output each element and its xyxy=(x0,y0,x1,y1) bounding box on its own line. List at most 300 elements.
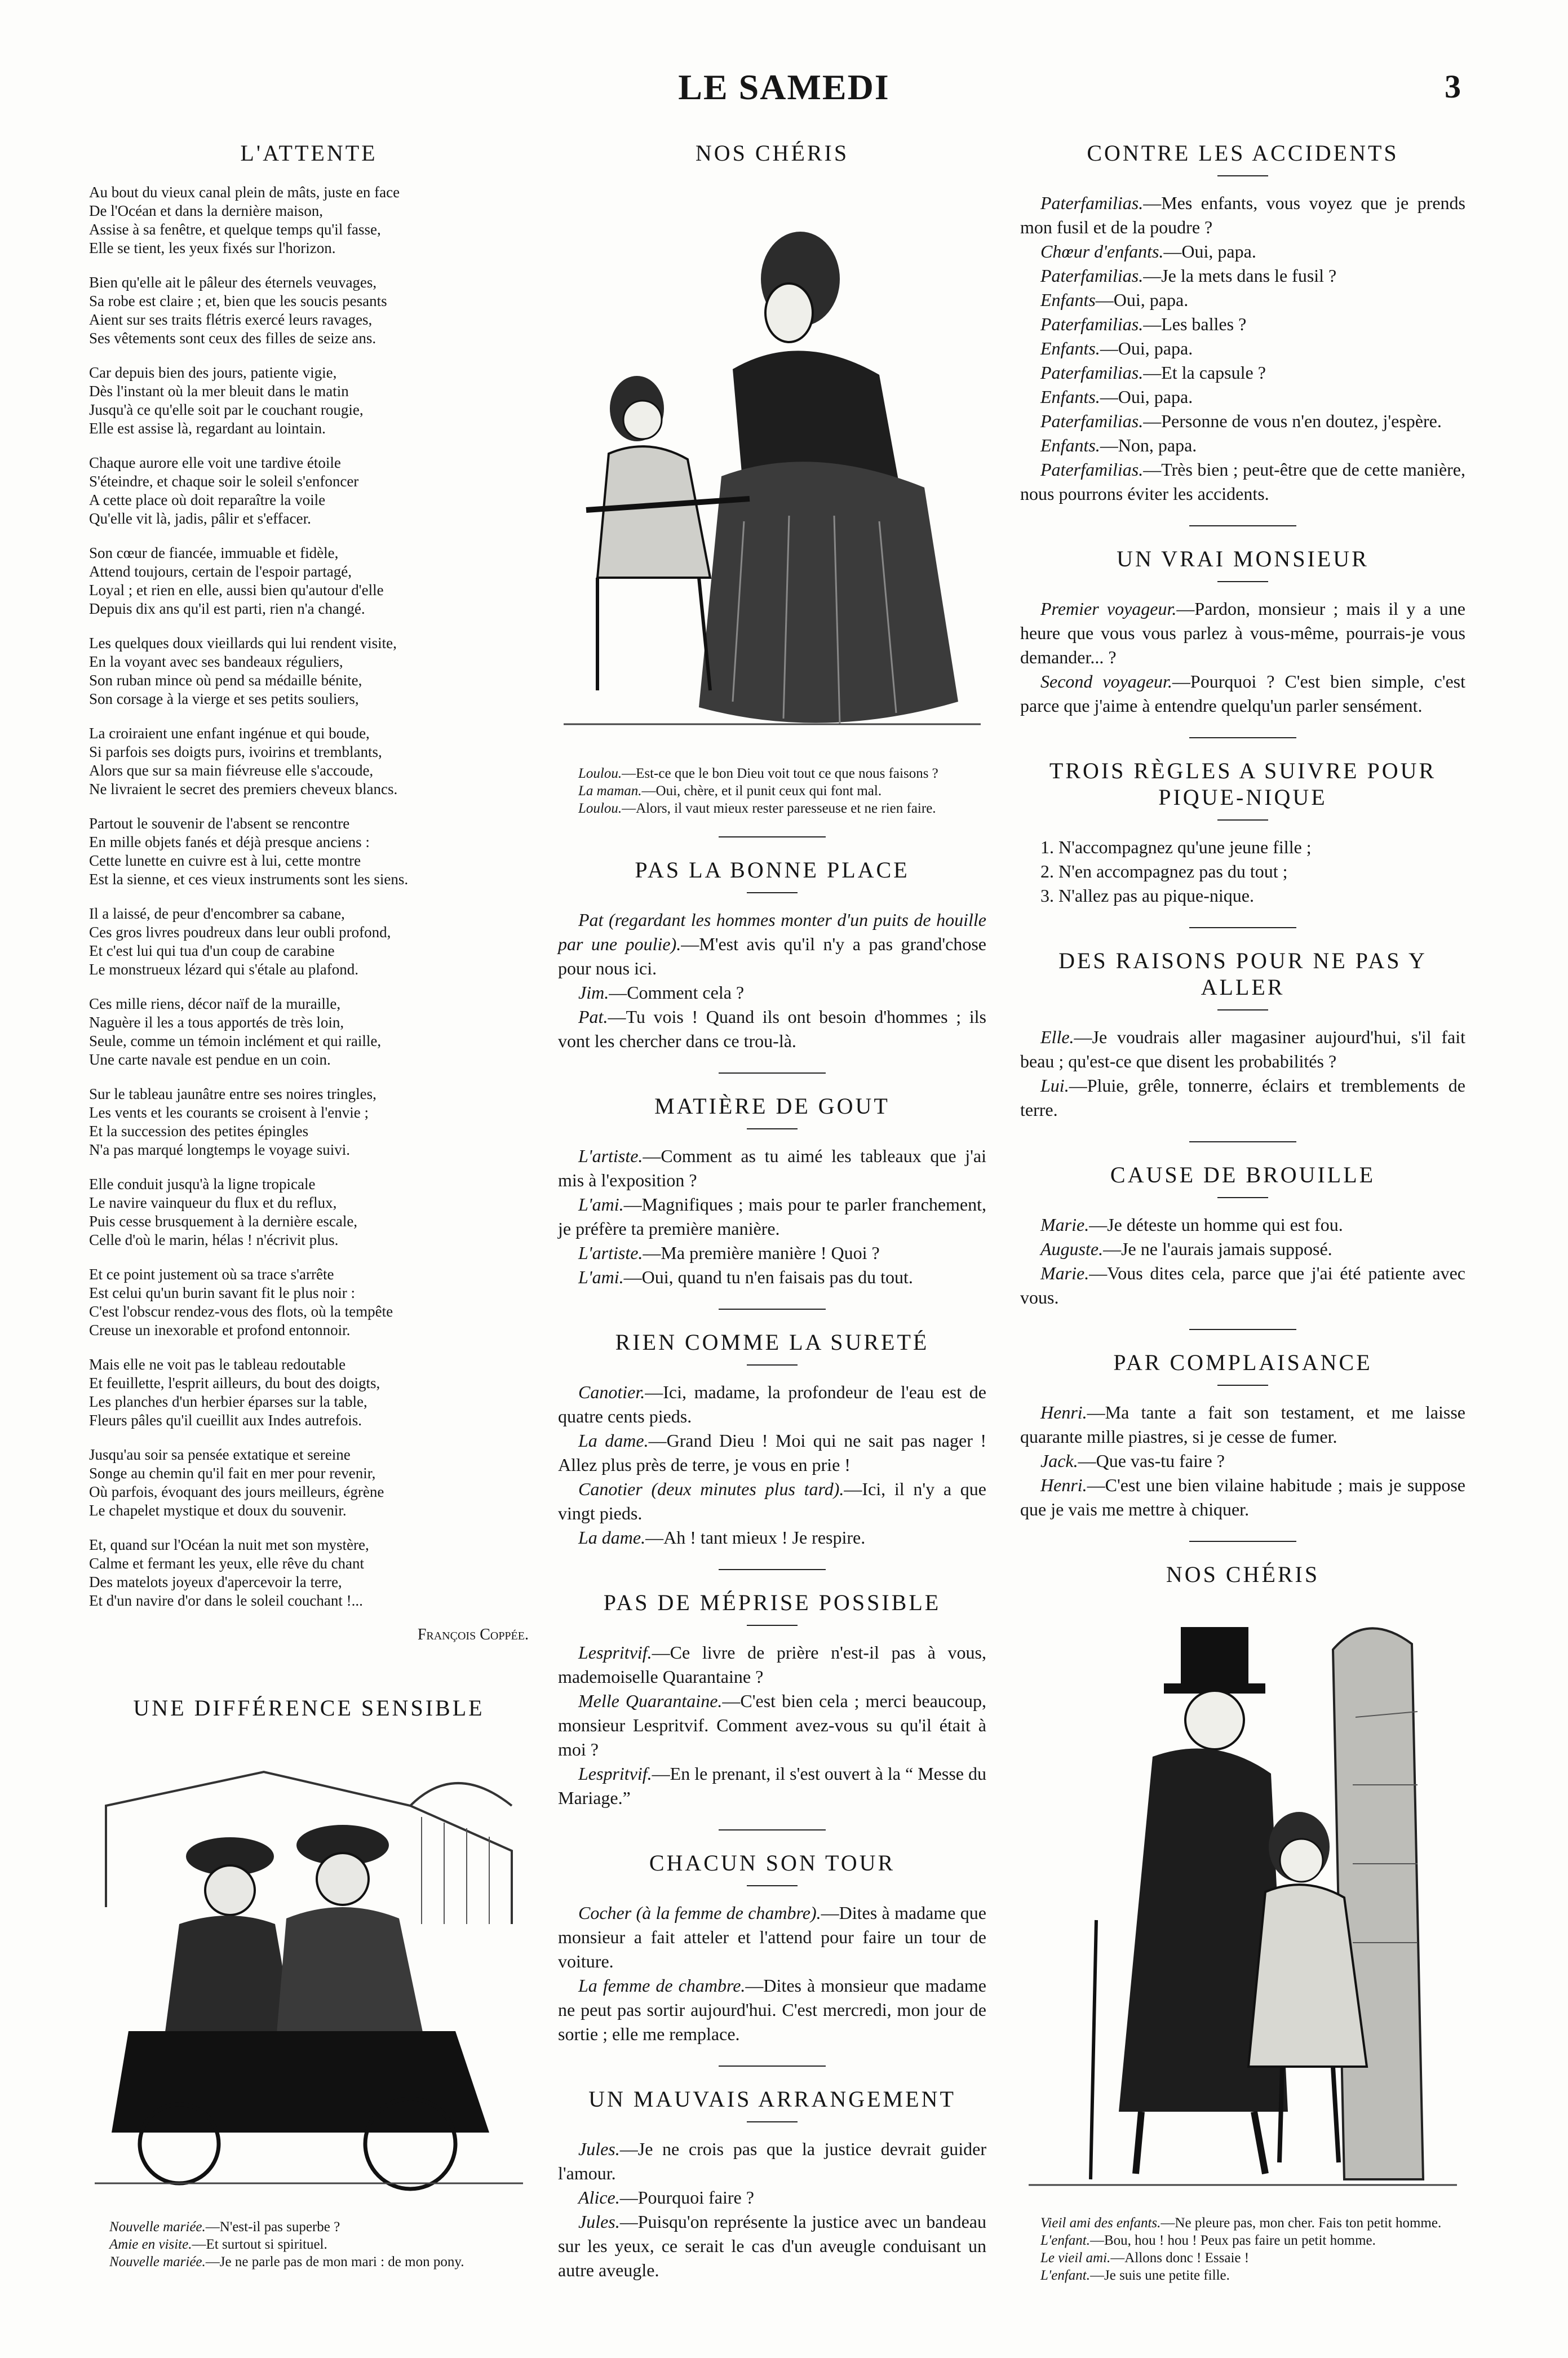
dialogue-text: 2. N'en accompagnez pas du tout ; xyxy=(1040,861,1288,881)
poem-stanza xyxy=(89,905,529,979)
dialogue-text: —Non, papa. xyxy=(1100,435,1197,455)
poem-line: Au bout du vieux canal plein de mâts, juste en face xyxy=(89,184,400,201)
dialogue-line xyxy=(558,2210,986,2282)
dialogue-text: —Ici, madame, la profondeur de l'eau est de quatre cents pieds. xyxy=(558,1382,986,1426)
poem-line: Elle se tient, les yeux fixés sur l'horizon. xyxy=(89,240,336,256)
dialogue-line xyxy=(1020,1074,1465,1122)
dialogue-line xyxy=(1020,884,1465,908)
poem-signature: François Coppée. xyxy=(417,1626,529,1643)
speaker-name: Second voyageur. xyxy=(1040,671,1172,692)
poem-line: Depuis dix ans qu'il est parti, rien n'a changé. xyxy=(89,600,365,617)
speaker-name: Lui. xyxy=(1040,1075,1069,1096)
title-rule xyxy=(747,1128,798,1129)
dialogue-line xyxy=(558,981,986,1005)
poem-stanza xyxy=(89,454,529,528)
speaker-name: Amie en visite. xyxy=(109,2237,192,2252)
poem-line: Elle est assise là, regardant au lointain. xyxy=(89,420,326,437)
dialogue-text: —Ici, il n'y a que vingt pieds. xyxy=(558,1479,986,1523)
speaker-name: Henri. xyxy=(1040,1475,1087,1495)
speaker-name: Canotier (deux minutes plus tard). xyxy=(578,1479,844,1499)
section-title-cheris-2: NOS CHÉRIS xyxy=(1166,1562,1320,1587)
dialogue-line xyxy=(558,1380,986,1429)
dialogue-line xyxy=(1020,191,1465,240)
poem-line: Aient sur ses traits flétris exercé leurs ravages, xyxy=(89,311,373,328)
speaker-name: Enfants. xyxy=(1040,387,1100,407)
speaker-name: Elle. xyxy=(1040,1027,1074,1047)
section-title-cheris: NOS CHÉRIS xyxy=(695,140,849,166)
poem-line: Naguère il les a tous apportés de très loin, xyxy=(89,1014,344,1031)
poem-line: Si parfois ses doigts purs, ivoirins et tremblants, xyxy=(89,743,382,760)
dialogue-line xyxy=(1020,2232,1465,2249)
dialogue-text: —Je suis une petite fille. xyxy=(1090,2268,1230,2283)
dialogue-text: —Oui, papa. xyxy=(1095,290,1189,310)
poem-line: Le navire vainqueur du flux et du reflux, xyxy=(89,1194,337,1211)
newspaper-title: LE SAMEDI xyxy=(678,67,890,107)
speaker-name: Jules. xyxy=(578,2211,620,2232)
dialogue-text: —Tu vois ! Quand ils ont besoin d'hommes ; ils vont les chercher dans ce trou-là. xyxy=(558,1007,986,1051)
dialogue-line xyxy=(1020,1473,1465,1522)
dialogue-line xyxy=(558,1265,986,1289)
speaker-name: Premier voyageur. xyxy=(1040,599,1177,619)
poem-line: En la voyant avec ses bandeaux réguliers, xyxy=(89,653,343,670)
dialogue-line xyxy=(558,2137,986,2186)
illustration-mother-child xyxy=(564,183,981,752)
poem-line: Ces gros livres poudreux dans leur oubli profond, xyxy=(89,924,391,941)
speaker-name: Loulou. xyxy=(578,766,622,781)
dialogue-line xyxy=(1020,240,1465,264)
dialogue-line xyxy=(1020,312,1465,336)
poem-line: Alors que sur sa main fiévreuse elle s'accoude, xyxy=(89,762,374,779)
poem-line: Puis cesse brusquement à la dernière escale, xyxy=(89,1213,358,1230)
speaker-name: L'ami. xyxy=(578,1267,624,1287)
dialogue-text: —Ma tante a fait son testament, et me laisse quarante mille piastres, si je cesse de fumer. xyxy=(1020,1402,1465,1447)
speaker-name: Marie. xyxy=(1040,1215,1089,1235)
poem-line: Les vents et les courants se croisent à l'envie ; xyxy=(89,1104,369,1121)
poem-stanza xyxy=(89,1446,529,1520)
speaker-name: Paterfamilias. xyxy=(1040,314,1144,334)
dialogue-text: —Ma première manière ! Quoi ? xyxy=(643,1243,880,1263)
dialogue-text: —Bou, hou ! hou ! Peux pas faire un petit homme. xyxy=(1090,2233,1376,2248)
title-rule xyxy=(1217,1385,1268,1386)
title-rule xyxy=(747,1364,798,1366)
dialogue-line xyxy=(558,1526,986,1550)
poem-stanza xyxy=(89,1536,529,1610)
poem-line: Et ce point justement où sa trace s'arrête xyxy=(89,1266,334,1283)
dialogue-text: —Très bien ; peut-être que de cette manière, nous pourrons éviter les accidents. xyxy=(1020,459,1465,504)
dialogue-line xyxy=(89,2253,529,2271)
dialogue-text: —Je ne crois pas que la justice devrait guider l'amour. xyxy=(558,2139,986,2183)
dialogue-line xyxy=(558,782,986,800)
poem-line: Dès l'instant où la mer bleuit dans le matin xyxy=(89,383,349,400)
dialogue-line xyxy=(1020,385,1465,409)
dialogue-line xyxy=(1020,1449,1465,1473)
poem-line: Des matelots joyeux d'apercevoir la terre, xyxy=(89,1574,342,1590)
article-section xyxy=(1020,525,1465,718)
speaker-name: L'enfant. xyxy=(1040,2268,1090,2283)
dialogue-text: —Oui, papa. xyxy=(1100,338,1193,358)
section-title: MATIÈRE DE GOUT xyxy=(654,1093,890,1119)
speaker-name: Vieil ami des enfants. xyxy=(1040,2215,1161,2231)
title-rule xyxy=(1217,175,1268,176)
article-section xyxy=(1020,927,1465,1122)
poem-line: En mille objets fanés et déjà presque anciens : xyxy=(89,834,370,850)
dialogue-text: —M'est avis qu'il n'y a pas grand'chose pour nous ici. xyxy=(558,934,987,978)
dialogue-text: 3. N'allez pas au pique-nique. xyxy=(1040,885,1254,906)
dialogue-line xyxy=(89,2236,529,2253)
title-rule xyxy=(747,2121,798,2122)
poem-line: Est la sienne, et ces vieux instruments sont les siens. xyxy=(89,871,409,888)
dialogue-text: —Oui, papa. xyxy=(1100,387,1193,407)
poem-line: Les quelques doux vieillards qui lui rendent visite, xyxy=(89,635,397,651)
dialogue-text: —Comment cela ? xyxy=(609,982,745,1003)
poem-stanza xyxy=(89,995,529,1069)
dialogue-text: —N'est-il pas superbe ? xyxy=(205,2219,340,2235)
poem-line: Creuse un inexorable et profond entonnoir. xyxy=(89,1322,351,1338)
dialogue-text: —Puisqu'on représente la justice avec un bandeau sur les yeux, ce serait le cas d'un aveugle conduisant un autre aveugle. xyxy=(558,2211,986,2280)
poem-line: Attend toujours, certain de l'espoir partagé, xyxy=(89,563,352,580)
poem-body xyxy=(89,183,529,1610)
dialogue-text: —Dites à madame que monsieur a fait atteler et l'attend pour faire un tour de voiture. xyxy=(558,1903,986,1971)
poem-line: Et la succession des petites épingles xyxy=(89,1123,309,1140)
illustration-old-man-child xyxy=(1029,1604,1457,2202)
speaker-name: Jim. xyxy=(578,982,609,1003)
speaker-name: Nouvelle mariée. xyxy=(109,2219,206,2235)
poem-line: Celle d'où le marin, hélas ! n'écrivit plus. xyxy=(89,1231,339,1248)
speaker-name: Pat. xyxy=(578,1007,608,1027)
dialogue-line xyxy=(1020,433,1465,458)
poem-line: Le chapelet mystique et doux du souvenir. xyxy=(89,1502,347,1519)
poem-line: Loyal ; et rien en elle, aussi bien qu'autour d'elle xyxy=(89,582,384,599)
dialogue-text: —Et surtout si spirituel. xyxy=(192,2237,327,2252)
poem-line: Ne livraient le secret des premiers cheveux blancs. xyxy=(89,781,398,797)
poem-stanza xyxy=(89,724,529,799)
dialogue-line xyxy=(558,908,986,981)
speaker-name: La femme de chambre. xyxy=(578,1975,746,1996)
speaker-name: L'artiste. xyxy=(578,1243,643,1263)
section-title: CONTRE LES ACCIDENTS xyxy=(1087,140,1399,166)
poem-line: S'éteindre, et chaque soir le soleil s'enfoncer xyxy=(89,473,359,490)
speaker-name: Melle Quarantaine. xyxy=(578,1691,723,1711)
article-section xyxy=(558,2066,986,2282)
poem-line: Il a laissé, de peur d'encombrer sa cabane, xyxy=(89,905,345,922)
dialogue-line xyxy=(1020,361,1465,385)
poem-stanza xyxy=(89,1085,529,1159)
dialogue-text: —C'est une bien vilaine habitude ; mais je suppose que je vais me mettre à chiquer. xyxy=(1020,1475,1465,1519)
separator-rule xyxy=(719,836,826,837)
dialogue-text: —Pourquoi ? C'est bien simple, c'est parce que j'aime à entendre quelqu'un parler sensément. xyxy=(1020,671,1466,716)
section-title: UN VRAI MONSIEUR xyxy=(1117,546,1369,571)
speaker-name: Cocher (à la femme de chambre). xyxy=(578,1903,821,1923)
dialogue-text: —Pluie, grêle, tonnerre, éclairs et tremblements de terre. xyxy=(1020,1075,1465,1120)
poem-line: Sa robe est claire ; et, bien que les soucis pesants xyxy=(89,292,387,309)
dialogue-text: —Je déteste un homme qui est fou. xyxy=(1089,1215,1343,1235)
speaker-name: Canotier. xyxy=(578,1382,645,1402)
column-middle-sections xyxy=(558,836,986,2282)
section-title: TROIS RÈGLES A SUIVRE POUR PIQUE-NIQUE xyxy=(1049,758,1437,810)
speaker-name: Enfants. xyxy=(1040,435,1100,455)
separator-rule xyxy=(719,1309,826,1310)
poem-line: Son ruban mince où pend sa médaille bénite, xyxy=(89,672,362,689)
separator-rule xyxy=(719,1829,826,1830)
caption-difference xyxy=(89,2218,529,2271)
poem-line: Et, quand sur l'Océan la nuit met son mystère, xyxy=(89,1536,369,1553)
dialogue-line xyxy=(1020,2214,1465,2232)
dialogue-line xyxy=(1020,1237,1465,1261)
dialogue-line xyxy=(1020,859,1465,884)
dialogue-text: —Ne pleure pas, mon cher. Fais ton petit homme. xyxy=(1161,2215,1442,2231)
article-section xyxy=(558,1829,986,2046)
section-title-difference: UNE DIFFÉRENCE SENSIBLE xyxy=(133,1695,485,1721)
speaker-name: Paterfamilias. xyxy=(1040,362,1144,383)
speaker-name: Paterfamilias. xyxy=(1040,265,1144,286)
dialogue-text: —Que vas-tu faire ? xyxy=(1078,1451,1225,1471)
column-right-sections xyxy=(1020,140,1465,1522)
dialogue-line xyxy=(558,1901,986,1974)
column-left xyxy=(89,131,529,2271)
poem-line: Son corsage à la vierge et ses petits souliers, xyxy=(89,690,359,707)
speaker-name: Marie. xyxy=(1040,1263,1089,1283)
dialogue-text: —Pourquoi faire ? xyxy=(619,2187,754,2208)
speaker-name: Paterfamilias. xyxy=(1040,411,1144,431)
article-section xyxy=(1020,737,1465,908)
poem-stanza xyxy=(89,634,529,708)
dialogue-text: —Personne de vous n'en doutez, j'espère. xyxy=(1143,411,1442,431)
column-right xyxy=(1020,131,1465,2284)
dialogue-line xyxy=(558,1241,986,1265)
column-middle xyxy=(558,131,986,2282)
speaker-name: Enfants xyxy=(1040,290,1096,310)
section-title: PAS DE MÉPRISE POSSIBLE xyxy=(603,1590,941,1615)
speaker-name: Jack. xyxy=(1040,1451,1078,1471)
separator-rule xyxy=(719,2066,826,2067)
dialogue-line xyxy=(1020,670,1465,718)
article-section xyxy=(1020,1329,1465,1522)
poem-line: Seule, comme un témoin inclément et qui raille, xyxy=(89,1032,382,1049)
section-title: RIEN COMME LA SURETÉ xyxy=(615,1329,929,1355)
separator-rule xyxy=(719,1569,826,1570)
dialogue-text: —Mes enfants, vous voyez que je prends mon fusil et de la poudre ? xyxy=(1020,193,1465,237)
speaker-name: Jules. xyxy=(578,2139,620,2159)
article-section xyxy=(558,1072,986,1289)
dialogue-line xyxy=(1020,458,1465,506)
poem-line: N'a pas marqué longtemps le voyage suivi. xyxy=(89,1141,351,1158)
dialogue-text: —Vous dites cela, parce que j'ai été patiente avec vous. xyxy=(1020,1263,1465,1307)
dialogue-text: —Magnifiques ; mais pour te parler franchement, je préfère ta première manière. xyxy=(558,1194,986,1239)
separator-rule xyxy=(1189,1141,1296,1142)
dialogue-line xyxy=(1020,264,1465,288)
caption-cheris-2 xyxy=(1020,2214,1465,2284)
section-title: CAUSE DE BROUILLE xyxy=(1110,1162,1376,1187)
poem-stanza xyxy=(89,1265,529,1340)
dialogue-line xyxy=(558,1689,986,1762)
dialogue-line xyxy=(1020,835,1465,859)
speaker-name: Paterfamilias. xyxy=(1040,459,1144,480)
dialogue-line xyxy=(558,1429,986,1477)
dialogue-line xyxy=(1020,409,1465,433)
dialogue-text: —Grand Dieu ! Moi qui ne sait pas nager ! Allez plus près de terre, je vous en prie ! xyxy=(558,1430,987,1475)
poem-line: Son cœur de fiancée, immuable et fidèle, xyxy=(89,544,339,561)
separator-rule xyxy=(1189,1329,1296,1330)
dialogue-text: —Pardon, monsieur ; mais il y a une heure que vous vous parlez à vous-même, pourrais-je vous demander... ? xyxy=(1020,599,1466,667)
poem-line: Les planches d'un herbier éparses sur la table, xyxy=(89,1393,367,1410)
poem-line: Partout le souvenir de l'absent se rencontre xyxy=(89,815,350,832)
dialogue-text: 1. N'accompagnez qu'une jeune fille ; xyxy=(1040,837,1312,857)
poem-line: A cette place où doit reparaître la voile xyxy=(89,491,326,508)
poem-line: La croiraient une enfant ingénue et qui boude, xyxy=(89,725,370,742)
poem-line: Jusqu'au soir sa pensée extatique et sereine xyxy=(89,1446,351,1463)
dialogue-text: —Alors, il vaut mieux rester paresseuse et ne rien faire. xyxy=(622,801,936,816)
dialogue-text: —Je voudrais aller magasiner aujourd'hui, s'il fait beau ; qu'est-ce que disent les probabilités ? xyxy=(1020,1027,1465,1071)
poem-line: Cette lunette en cuivre est à lui, cette montre xyxy=(89,852,361,869)
section-title: CHACUN SON TOUR xyxy=(649,1850,896,1876)
dialogue-text: —Et la capsule ? xyxy=(1143,362,1266,383)
dialogue-text: —Comment as tu aimé les tableaux que j'ai mis à l'exposition ? xyxy=(558,1146,986,1190)
speaker-name: Pat (regardant les hommes monter d'un puits de houille par une poulie). xyxy=(558,910,986,954)
poem-line: Calme et fermant les yeux, elle rêve du chant xyxy=(89,1555,365,1572)
article-section xyxy=(1020,140,1465,506)
poem-line: Est celui qu'un burin savant fit le plus noir : xyxy=(89,1284,356,1301)
poem-line: Jusqu'à ce qu'elle soit par le couchant rougie, xyxy=(89,401,364,418)
dialogue-line xyxy=(1020,597,1465,670)
speaker-name: Lespritvif. xyxy=(578,1642,652,1663)
dialogue-line xyxy=(558,1762,986,1810)
poem-line: Songe au chemin qu'il fait en mer pour revenir, xyxy=(89,1465,376,1482)
poem-line: Une carte navale est pendue en un coin. xyxy=(89,1051,331,1068)
speaker-name: L'artiste. xyxy=(578,1146,643,1166)
separator-rule xyxy=(1189,525,1296,526)
poem-line: Fleurs pâles qu'il cueillit aux Indes autrefois. xyxy=(89,1412,362,1429)
poem-line: Chaque aurore elle voit une tardive étoile xyxy=(89,454,341,471)
speaker-name: Loulou. xyxy=(578,801,622,816)
dialogue-text: —Dites à monsieur que madame ne peut pas sortir aujourd'hui. C'est mercredi, mon jour de sortie ; elle me remplace. xyxy=(558,1975,987,2044)
speaker-name: L'ami. xyxy=(578,1194,624,1215)
dialogue-line xyxy=(558,1193,986,1241)
section-title: UN MAUVAIS ARRANGEMENT xyxy=(588,2086,956,2112)
title-rule xyxy=(1217,1009,1268,1010)
speaker-name: L'enfant. xyxy=(1040,2233,1090,2248)
article-section xyxy=(558,1569,986,1810)
dialogue-line xyxy=(558,800,986,817)
poem-stanza xyxy=(89,1355,529,1430)
illustration-carriage-ladies xyxy=(95,1738,523,2206)
separator-rule xyxy=(719,1072,826,1074)
poem-line: Mais elle ne voit pas le tableau redoutable xyxy=(89,1356,346,1373)
dialogue-line xyxy=(89,2218,529,2236)
caption-cheris xyxy=(558,765,986,817)
title-rule xyxy=(747,892,798,893)
poem-line: De l'Océan et dans la dernière maison, xyxy=(89,202,323,219)
dialogue-text: —Oui, chère, et il punit ceux qui font mal. xyxy=(641,783,882,799)
poem-line: C'est l'obscur rendez-vous des flots, où la tempête xyxy=(89,1303,393,1320)
dialogue-text: —Je ne l'aurais jamais supposé. xyxy=(1103,1239,1332,1259)
poem-stanza xyxy=(89,1175,529,1249)
dialogue-line xyxy=(558,765,986,782)
dialogue-text: —En le prenant, il s'est ouvert à la “ Messe du Mariage.” xyxy=(558,1763,986,1808)
poem-title: L'ATTENTE xyxy=(240,140,378,166)
title-rule xyxy=(1217,1197,1268,1198)
title-rule xyxy=(747,1885,798,1886)
poem-line: Car depuis bien des jours, patiente vigie, xyxy=(89,364,337,381)
speaker-name: Nouvelle mariée. xyxy=(109,2254,206,2270)
poem-line: Qu'elle vit là, jadis, pâlir et s'effacer. xyxy=(89,510,311,527)
masthead xyxy=(0,67,1568,128)
title-rule xyxy=(747,1625,798,1626)
dialogue-line xyxy=(558,1005,986,1053)
title-rule xyxy=(1217,819,1268,821)
speaker-name: Auguste. xyxy=(1040,1239,1104,1259)
dialogue-line xyxy=(558,2186,986,2210)
dialogue-text: —Je la mets dans le fusil ? xyxy=(1143,265,1337,286)
speaker-name: La dame. xyxy=(578,1430,649,1451)
section-title: DES RAISONS POUR NE PAS Y ALLER xyxy=(1058,948,1427,1000)
article-section xyxy=(558,1309,986,1550)
section-title: PAR COMPLAISANCE xyxy=(1113,1350,1372,1375)
poem-line: Elle conduit jusqu'à la ligne tropicale xyxy=(89,1176,316,1193)
page-number: 3 xyxy=(1445,68,1461,105)
article-section xyxy=(558,836,986,1053)
poem-line: Et d'un navire d'or dans le soleil couchant !... xyxy=(89,1592,363,1609)
separator-rule xyxy=(1189,927,1296,928)
poem-stanza xyxy=(89,273,529,348)
article-section xyxy=(1020,1141,1465,1310)
title-rule xyxy=(1217,581,1268,582)
speaker-name: Henri. xyxy=(1040,1402,1087,1422)
separator-rule xyxy=(1189,1541,1296,1542)
dialogue-text: —Ah ! tant mieux ! Je respire. xyxy=(645,1527,866,1548)
poem-stanza xyxy=(89,364,529,438)
poem-stanza xyxy=(89,183,529,258)
dialogue-text: —Allons donc ! Essaie ! xyxy=(1110,2250,1250,2266)
poem-line: Sur le tableau jaunâtre entre ses noires tringles, xyxy=(89,1085,377,1102)
dialogue-line xyxy=(1020,1261,1465,1310)
poem-line: Le monstrueux lézard qui s'étale au plafond. xyxy=(89,961,358,978)
separator-rule xyxy=(1189,737,1296,738)
speaker-name: Le vieil ami. xyxy=(1040,2250,1111,2266)
dialogue-line xyxy=(1020,2267,1465,2284)
dialogue-text: —Ce livre de prière n'est-il pas à vous, mademoiselle Quarantaine ? xyxy=(558,1642,986,1687)
speaker-name: La dame. xyxy=(578,1527,646,1548)
poem-line: Où parfois, évoquant des jours meilleurs, égrène xyxy=(89,1483,384,1500)
dialogue-line xyxy=(1020,336,1465,361)
poem-line: Et feuillette, l'esprit ailleurs, du bout des doigts, xyxy=(89,1375,380,1391)
dialogue-line xyxy=(1020,2249,1465,2267)
poem-line: Ses vêtements sont ceux des filles de seize ans. xyxy=(89,330,377,347)
dialogue-line xyxy=(1020,1213,1465,1237)
dialogue-line xyxy=(1020,1025,1465,1074)
dialogue-text: —Je ne parle pas de mon mari : de mon pony. xyxy=(205,2254,464,2270)
dialogue-line xyxy=(558,1477,986,1526)
poem-line: Ces mille riens, décor naïf de la muraille, xyxy=(89,995,341,1012)
speaker-name: Lespritvif. xyxy=(578,1763,652,1784)
dialogue-text: —Les balles ? xyxy=(1143,314,1247,334)
speaker-name: La maman. xyxy=(578,783,642,799)
dialogue-text: —Oui, papa. xyxy=(1163,241,1256,261)
dialogue-text: —Est-ce que le bon Dieu voit tout ce que nous faisons ? xyxy=(622,766,938,781)
poem-line: Et c'est lui qui tua d'un coup de carabine xyxy=(89,942,335,959)
dialogue-line xyxy=(1020,1400,1465,1449)
speaker-name: Enfants. xyxy=(1040,338,1100,358)
dialogue-line xyxy=(558,1974,986,2046)
dialogue-line xyxy=(558,1641,986,1689)
poem-line: Assise à sa fenêtre, et quelque temps qu'il fasse, xyxy=(89,221,381,238)
speaker-name: Alice. xyxy=(578,2187,620,2208)
section-title: PAS LA BONNE PLACE xyxy=(635,857,910,883)
dialogue-line xyxy=(1020,288,1465,312)
poem-line: Bien qu'elle ait le pâleur des éternels veuvages, xyxy=(89,274,377,291)
poem-stanza xyxy=(89,544,529,618)
dialogue-text: —C'est bien cela ; merci beaucoup, monsieur Lespritvif. Comment avez-vous su qu'il était à moi ? xyxy=(558,1691,987,1759)
poem-stanza xyxy=(89,814,529,889)
